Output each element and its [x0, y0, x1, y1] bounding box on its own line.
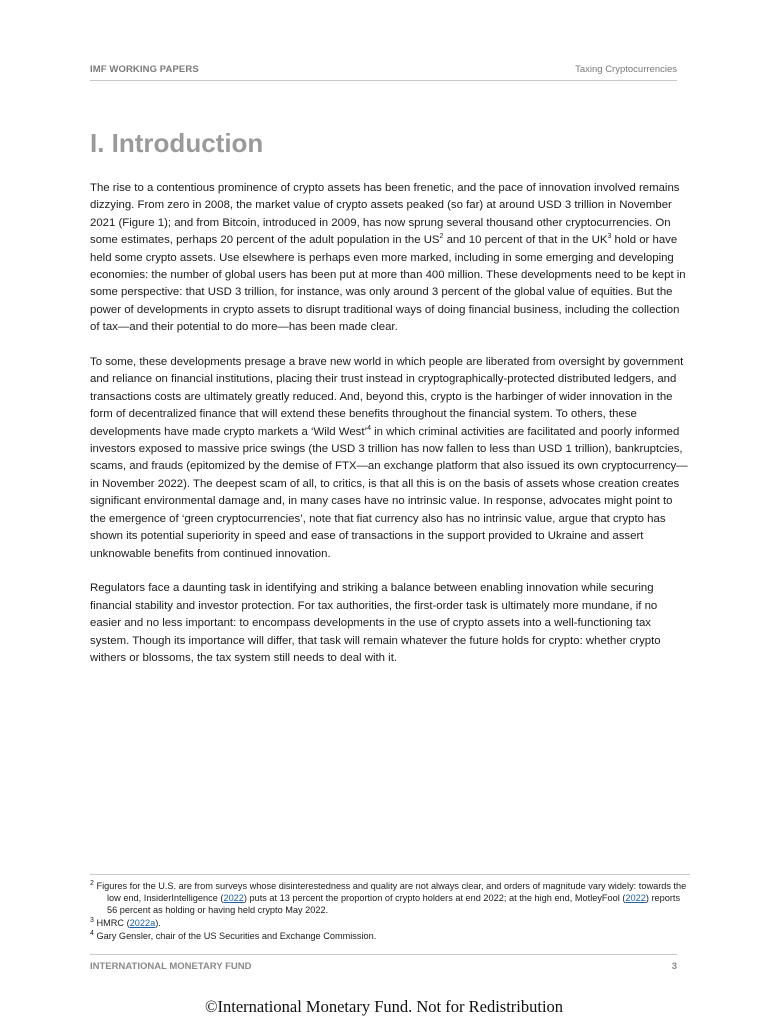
footnote-separator: [90, 874, 690, 875]
footnote-ref-3[interactable]: 3: [607, 233, 612, 241]
section-title: I. Introduction: [90, 128, 264, 158]
footnote-ref-4[interactable]: 4: [367, 424, 371, 432]
footnote-2: [90, 880, 690, 916]
footnotes: [90, 880, 690, 943]
insiderintelligence-citation-link[interactable]: 2022: [223, 893, 244, 903]
p1-text-a: The rise to a contentious prominence of crypto assets has been frenetic, and the pace of innovation involved remains dizzying. From zero in 2008, the market value of crypto assets peaked (so far) at around USD 3 trillion in November 2021 (Figure 1); and from Bitcoin, introduced in 2009, has now sprung several thousand other cryptocurrencies. On some estimates, perhaps 20 percent of the adult population in the US: [90, 182, 680, 247]
footnote-ref-2[interactable]: 2: [439, 233, 444, 241]
footnote-4-number: 4: [90, 929, 94, 937]
footnote-3-text-a: HMRC (: [93, 918, 130, 928]
p2-text-a: To some, these developments presage a brave new world in which people are liberated from oversight by government and reliance on financial institutions, placing their trust instead in cryptographically-protected distributed ledgers, and transactions costs are ultimately greatly reduced. And, beyond this, crypto is the harbinger of wider innovation in the form of decentralized finance that will extend these benefits throughout the financial system. To others, these developments have made crypto markets a ‘Wild West’: [90, 356, 684, 438]
p1-text-b: and 10 percent of that in the UK: [443, 234, 608, 247]
footnote-4-text: Gary Gensler, chair of the US Securities and Exchange Commission.: [93, 931, 377, 941]
footnote-2-number: 2: [90, 879, 94, 887]
copyright-notice: ©International Monetary Fund. Not for Redistribution: [204, 997, 564, 1016]
header-series-title: IMF WORKING PAPERS: [90, 64, 199, 75]
paragraph-3: Regulators face a daunting task in identifying and striking a balance between enabling innovation while securing financial stability and investor protection. For tax authorities, the first-order task is ultimately more mundane, if no easier and no less important: to encompass developments in the use of crypto assets into a well-functioning tax system. Though its importance will differ, that task will remain whatever the future holds for crypto: whether crypto withers or blossoms, the tax system still needs to deal with it.: [90, 582, 661, 664]
footnote-2-text-a: Figures for the U.S. are from surveys whose disinterestedness and quality are not always clear, and orders of magnitude vary widely: towards the low end, InsiderIntelligence (: [93, 881, 687, 903]
footnote-2-text-b: ) puts at 13 percent the proportion of crypto holders at end 2022; at the high end, MotleyFool (: [243, 893, 626, 903]
footer-organization: INTERNATIONAL MONETARY FUND: [90, 961, 252, 972]
footnote-3-text-b: ).: [155, 918, 161, 928]
hmrc-citation-link[interactable]: 2022a: [129, 918, 156, 928]
running-footer: [90, 954, 677, 972]
paragraph-1: [90, 180, 688, 337]
page-number: 3: [671, 961, 677, 972]
header-paper-title: Taxing Cryptocurrencies: [575, 64, 677, 75]
motleyfool-citation-link[interactable]: 2022: [625, 893, 646, 903]
footnote-4: [90, 930, 690, 942]
running-header: [90, 64, 677, 81]
body-text: [90, 180, 688, 685]
footnote-3-number: 3: [90, 916, 94, 924]
p2-text-b: in which criminal activities are facilitated and poorly informed investors exposed to massive price swings (the USD 3 trillion has now fallen to less than USD 1 trillion), bankruptcies, scams, and frauds (epitomized by the demise of FTX—an exchange platform that also issued its own cryptocurrency—in November 2022). The deepest scam of all, to critics, is that all this is on the basis of assets whose creation creates significant environmental damage and, in many cases have no intrinsic value. In response, advocates might point to the emergence of ‘green cryptocurrencies’, note that fiat currency also has no intrinsic value, argue that crypto has shown its potential superiority in speed and ease of transactions in the support provided to Ukraine and assert unknowable benefits from continued innovation.: [90, 425, 688, 560]
footnote-2-text-c: ) reports 56 percent as holding or having held crypto May 2022.: [107, 893, 681, 915]
paragraph-2: [90, 354, 688, 563]
footnote-3: [90, 917, 690, 929]
p1-text-c: hold or have held some crypto assets. Use elsewhere is perhaps even more marked, including in some emerging and developing economies: the number of global users has been put at more than 400 million. These developments need to be kept in some perspective: that USD 3 trillion, for instance, was only around 3 percent of the global value of equities. But the power of developments in crypto assets to disrupt traditional ways of doing financial business, including the collection of tax—and their potential to do more—has been made clear.: [90, 234, 686, 334]
